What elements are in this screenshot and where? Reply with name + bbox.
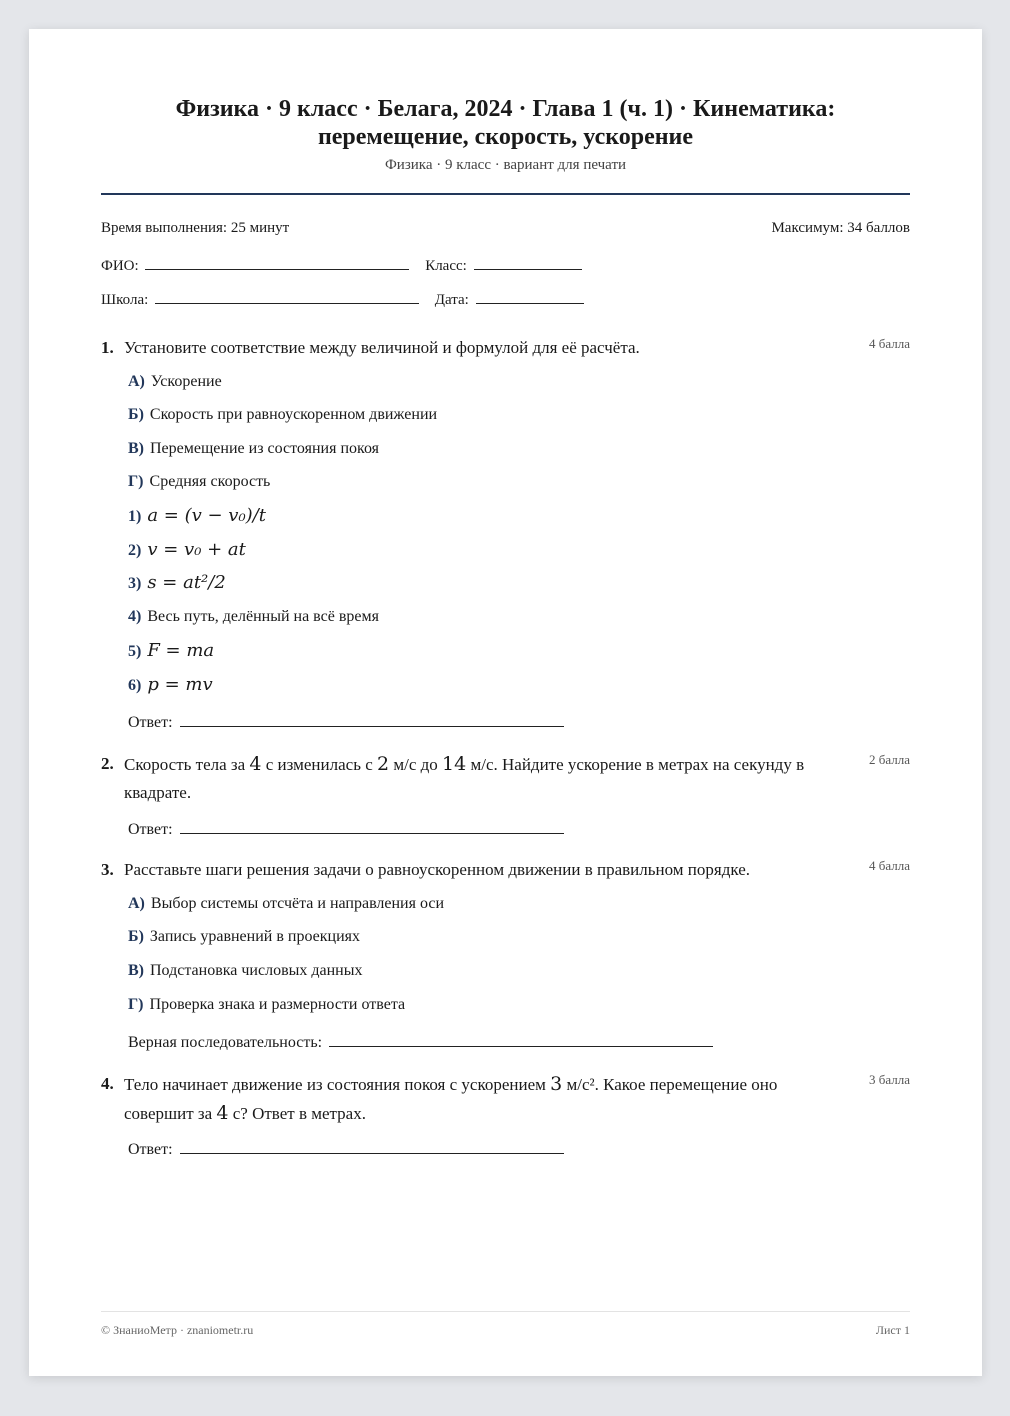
- answer-field[interactable]: [180, 710, 564, 727]
- formula: v = v₀ + at: [147, 539, 246, 560]
- question-number: 3.: [101, 860, 114, 879]
- answer-field[interactable]: [180, 1137, 564, 1154]
- order-item: [128, 895, 444, 913]
- formula: p = mv: [147, 674, 213, 695]
- question-points: 4 балла: [869, 336, 910, 351]
- formula: F = ma: [147, 640, 215, 661]
- answer-label: Верная последовательность:: [128, 1034, 323, 1051]
- worksheet-page: [29, 29, 982, 1376]
- answer-field[interactable]: [180, 817, 564, 834]
- question-4: [101, 1070, 910, 1128]
- question-points: 3 балла: [869, 1072, 910, 1087]
- item-key: 3): [128, 575, 142, 592]
- question-text-part: с изменилась с: [261, 755, 377, 774]
- question-3: [101, 856, 910, 884]
- item-key: Б): [128, 406, 144, 423]
- question-points: 2 балла: [869, 752, 910, 767]
- question-number-value: 3: [550, 1073, 563, 1095]
- item-key: Г): [128, 473, 144, 490]
- date-label: Дата:: [434, 292, 469, 308]
- match-left-item: [128, 473, 270, 491]
- order-item: [128, 928, 360, 946]
- item-text: Перемещение из состояния покоя: [150, 440, 380, 457]
- match-left-item: [128, 406, 437, 424]
- footer-copyright: © ЗнаниоМетр · znaniometr.ru: [101, 1323, 254, 1337]
- page-subtitle: Физика · 9 класс · вариант для печати: [384, 157, 627, 173]
- match-right-item: [128, 674, 213, 695]
- time-limit: Время выполнения: 25 минут: [101, 220, 290, 236]
- answer-row: [128, 710, 564, 732]
- question-text: Расставьте шаги решения задачи о равноускоренном движении в правильном порядке.: [124, 860, 750, 879]
- page-title: [101, 95, 910, 151]
- item-text: Весь путь, делённый на всё время: [147, 608, 379, 625]
- match-right-item: [128, 572, 226, 593]
- question-text-part: с? Ответ в метрах.: [228, 1104, 366, 1123]
- school-field[interactable]: [155, 287, 419, 304]
- item-key: А): [128, 895, 145, 912]
- header-divider: [101, 193, 910, 195]
- question-number-value: 14: [442, 753, 467, 775]
- page-number: Лист 1: [875, 1323, 910, 1337]
- item-key: А): [128, 373, 145, 390]
- footer-divider: [101, 1311, 910, 1312]
- question-text-part: Скорость тела за: [124, 755, 250, 774]
- item-key: 2): [128, 542, 142, 559]
- item-key: 6): [128, 677, 142, 694]
- question-number: 4.: [101, 1074, 114, 1093]
- question-text-part: м/с². Какое перемещение оно совершит за: [124, 1075, 778, 1123]
- school-label: Школа:: [101, 292, 149, 308]
- item-key: В): [128, 962, 144, 979]
- question-number-value: 4: [249, 753, 262, 775]
- page-footer: [101, 1323, 910, 1338]
- item-text: Подстановка числовых данных: [150, 962, 363, 979]
- answer-label: Ответ:: [128, 821, 173, 838]
- formula: a = (v − v₀)/t: [147, 505, 267, 526]
- title-line-2: перемещение, скорость, ускорение: [317, 124, 694, 150]
- question-number: 2.: [101, 754, 114, 773]
- name-label: ФИО:: [101, 258, 139, 274]
- question-number: 1.: [101, 338, 114, 357]
- answer-row: [128, 1030, 713, 1052]
- item-key: 1): [128, 508, 142, 525]
- item-text: Запись уравнений в проекциях: [149, 928, 361, 945]
- question-text: Установите соответствие между величиной и формулой для её расчёта.: [124, 338, 640, 357]
- item-key: 4): [128, 608, 142, 625]
- answer-label: Ответ:: [128, 714, 173, 731]
- class-field[interactable]: [474, 253, 582, 270]
- item-text: Ускорение: [150, 373, 222, 390]
- answer-row: [128, 817, 564, 839]
- meta-time-row: [101, 220, 910, 237]
- title-line-1: Физика · 9 класс · Белага, 2024 · Глава 1 (ч. 1) · Кинематика:: [175, 96, 836, 122]
- meta-name-row: [101, 253, 910, 275]
- date-field[interactable]: [476, 287, 584, 304]
- match-right-item: [128, 608, 379, 626]
- max-score: Максимум: 34 баллов: [771, 220, 910, 236]
- item-key: Б): [128, 928, 144, 945]
- question-number-value: 2: [377, 753, 390, 775]
- class-label: Класс:: [425, 258, 467, 274]
- question-text-part: м/с. Найдите ускорение в метрах на секунду в квадрате.: [124, 755, 805, 802]
- match-right-item: [128, 640, 214, 661]
- meta-school-row: [101, 287, 910, 309]
- item-key: Г): [128, 996, 144, 1013]
- question-number-value: 4: [216, 1102, 229, 1124]
- question-1: [101, 334, 910, 362]
- item-text: Проверка знака и размерности ответа: [149, 996, 406, 1013]
- answer-label: Ответ:: [128, 1141, 173, 1158]
- match-left-item: [128, 373, 222, 391]
- question-points: 4 балла: [869, 858, 910, 873]
- formula: s = at²/2: [147, 572, 226, 593]
- answer-row: [128, 1137, 564, 1159]
- match-right-item: [128, 505, 266, 526]
- question-text-part: Тело начинает движение из состояния покоя с ускорением: [124, 1075, 551, 1094]
- item-text: Скорость при равноускоренном движении: [149, 406, 438, 423]
- answer-field[interactable]: [329, 1030, 713, 1047]
- match-left-item: [128, 440, 379, 458]
- question-2: [101, 750, 910, 807]
- question-text-part: м/с до: [389, 755, 443, 774]
- match-right-item: [128, 539, 246, 560]
- item-text: Средняя скорость: [149, 473, 271, 490]
- order-item: [128, 996, 405, 1014]
- item-key: В): [128, 440, 144, 457]
- order-item: [128, 962, 363, 980]
- item-text: Выбор системы отсчёта и направления оси: [150, 895, 445, 912]
- item-key: 5): [128, 643, 142, 660]
- name-field[interactable]: [145, 253, 409, 270]
